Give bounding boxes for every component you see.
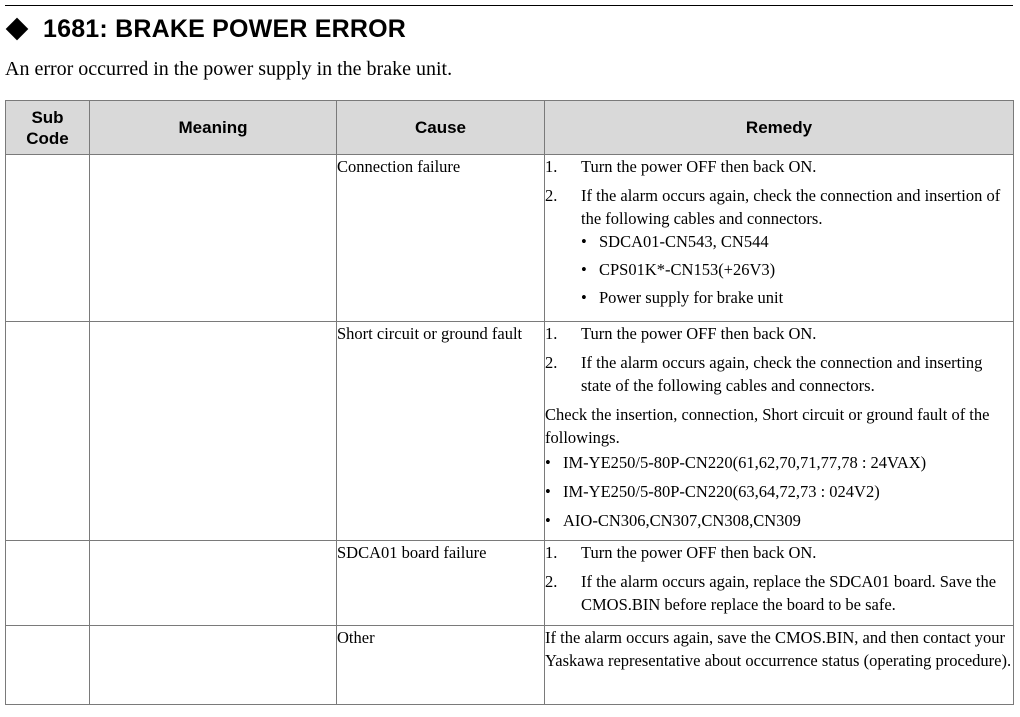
top-rule bbox=[5, 5, 1013, 6]
section-heading bbox=[5, 12, 406, 46]
meaning-cell bbox=[90, 541, 337, 626]
remedy-step: 1. Turn the power OFF then back ON. bbox=[545, 324, 817, 343]
meaning-cell bbox=[90, 155, 337, 322]
header-cause: Cause bbox=[337, 101, 545, 155]
header-remedy: Remedy bbox=[545, 101, 1014, 155]
remedy-text: If the alarm occurs again, save the CMOS.BIN, and then contact your Yaskawa representative about occurrence status (operating procedure). bbox=[545, 628, 1012, 670]
connector-item: • IM-YE250/5-80P-CN220(61,62,70,71,77,78 : 24VAX) bbox=[545, 453, 927, 472]
remedy-step: 2. If the alarm occurs again, check the connection and inserting state of the following cables and connectors. bbox=[545, 353, 983, 395]
table-row bbox=[6, 626, 1014, 705]
table-row bbox=[6, 155, 1014, 322]
meaning-cell bbox=[90, 322, 337, 541]
remedy-note: Check the insertion, connection, Short circuit or ground fault of the followings. bbox=[545, 405, 990, 447]
cause-cell: SDCA01 board failure bbox=[337, 541, 545, 626]
remedy-step: 2. If the alarm occurs again, check the connection and insertion of the following cables and connectors. bbox=[545, 186, 1001, 228]
cause-cell: Other bbox=[337, 626, 545, 705]
sub-code-cell bbox=[6, 155, 90, 322]
remedy-cell bbox=[545, 155, 1014, 322]
connector-item: • Power supply for brake unit bbox=[581, 288, 784, 307]
header-sub-code: Sub Code bbox=[6, 101, 90, 155]
table-row bbox=[6, 322, 1014, 541]
connector-item: • AIO-CN306,CN307,CN308,CN309 bbox=[545, 511, 801, 530]
remedy-cell bbox=[545, 322, 1014, 541]
sub-code-cell bbox=[6, 626, 90, 705]
remedy-cell bbox=[545, 541, 1014, 626]
header-row bbox=[6, 101, 1014, 155]
diamond-icon bbox=[6, 18, 29, 41]
meaning-cell bbox=[90, 626, 337, 705]
connector-item: • CPS01K*-CN153(+26V3) bbox=[581, 260, 776, 279]
sub-code-cell bbox=[6, 322, 90, 541]
intro-text: An error occurred in the power supply in the brake unit. bbox=[5, 58, 453, 80]
cause-cell: Short circuit or ground fault bbox=[337, 322, 545, 541]
cause-cell: Connection failure bbox=[337, 155, 545, 322]
remedy-step: 1. Turn the power OFF then back ON. bbox=[545, 543, 817, 562]
connector-item: • IM-YE250/5-80P-CN220(63,64,72,73 : 024V2) bbox=[545, 482, 880, 501]
header-meaning: Meaning bbox=[90, 101, 337, 155]
error-table bbox=[5, 100, 1014, 705]
sub-code-cell bbox=[6, 541, 90, 626]
remedy-cell bbox=[545, 626, 1014, 705]
table-row bbox=[6, 541, 1014, 626]
heading-title: 1681: BRAKE POWER ERROR bbox=[43, 14, 406, 43]
remedy-step: 1. Turn the power OFF then back ON. bbox=[545, 157, 817, 176]
remedy-step: 2. If the alarm occurs again, replace the SDCA01 board. Save the CMOS.BIN before replace the board to be safe. bbox=[545, 572, 997, 614]
connector-item: • SDCA01-CN543, CN544 bbox=[581, 232, 769, 251]
